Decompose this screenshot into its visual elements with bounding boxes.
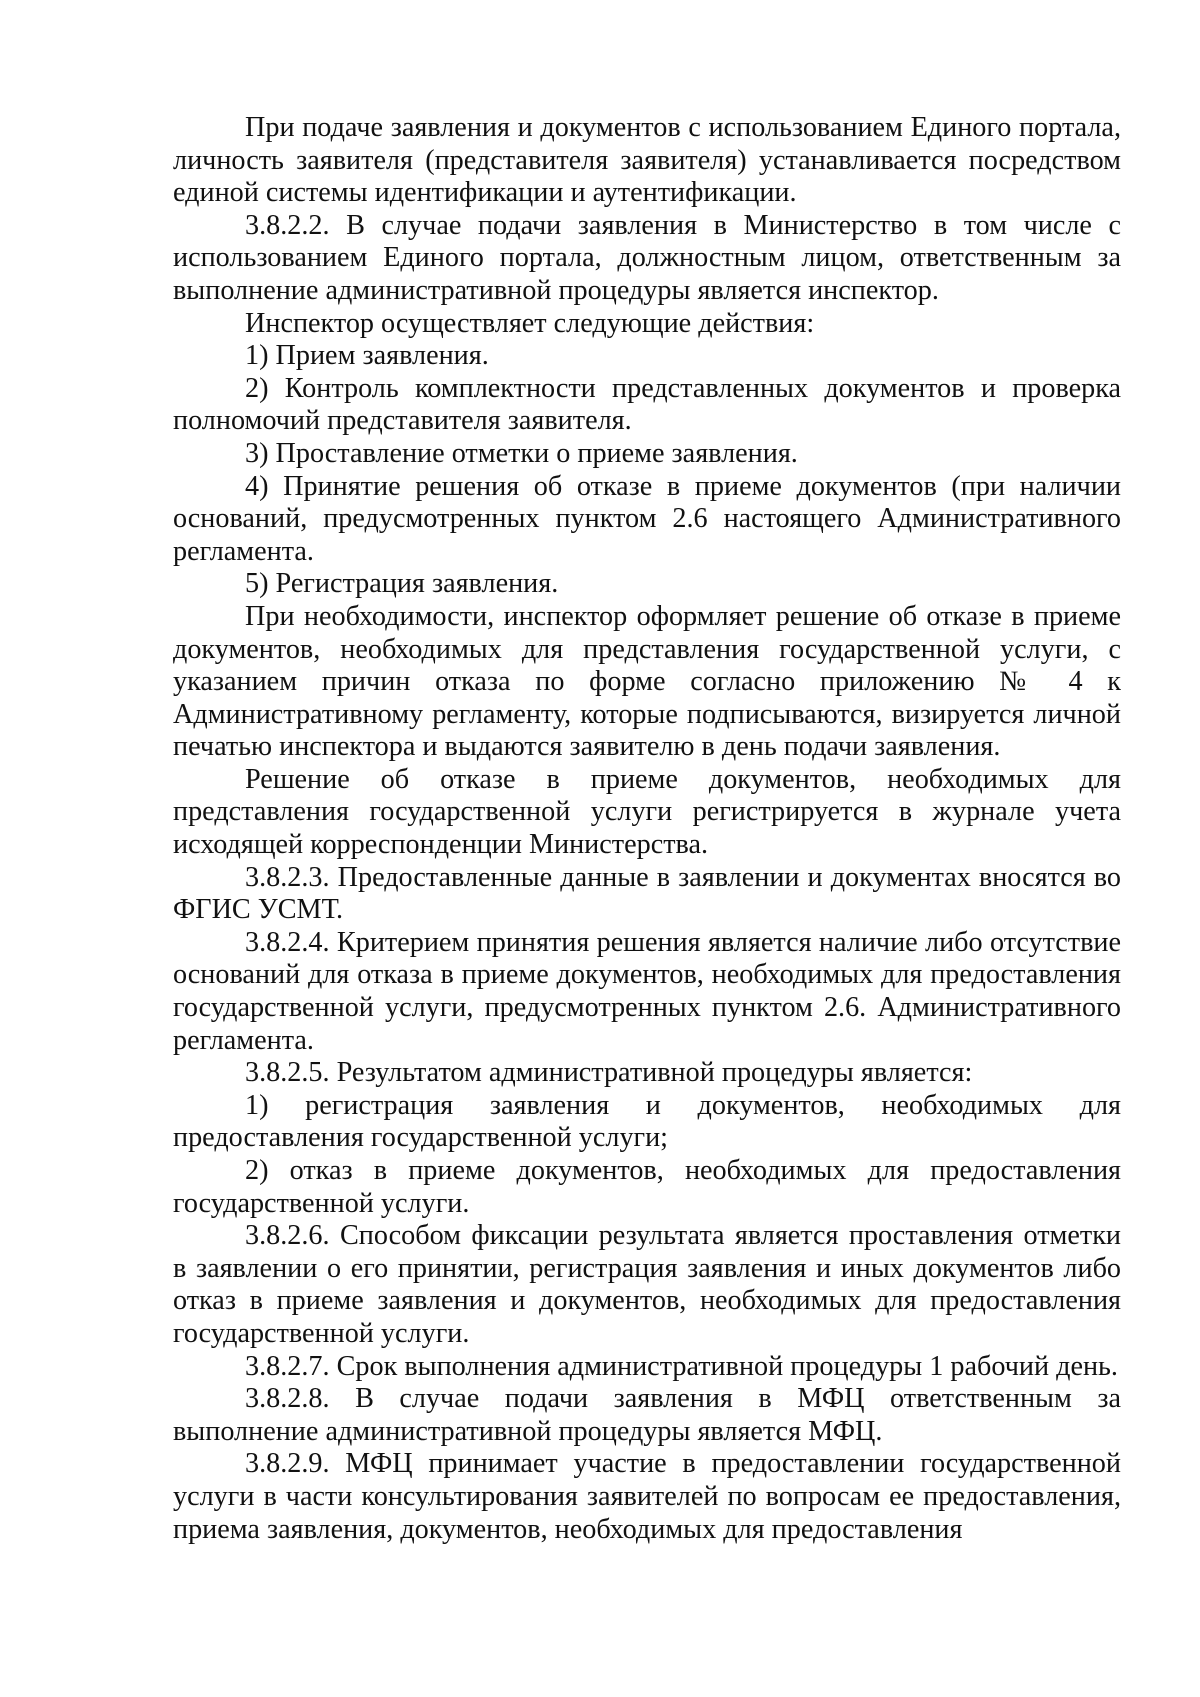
paragraph-inspector-actions: Инспектор осуществляет следующие действия: (245, 307, 815, 339)
list-item-5: 5) Регистрация заявления. (245, 568, 559, 600)
list-item-2: 2) Контроль комплектности представленных документов и проверка полномочий представителя заявителя. (173, 372, 1121, 437)
paragraph-refusal-decision: При необходимости, инспектор оформляет решение об отказе в приеме документов, необходимых для представления государственной услуги, с указанием причин отказа по форме согласно приложению № 4 к Административному регламенту, которые подписываются, визируется личной печатью инспектора и выдаются заявителю в день подачи заявления. (173, 600, 1121, 763)
paragraph-portal-identification: При подаче заявления и документов с использованием Единого портала, личность заявителя (представителя заявителя) устанавливается посредством единой системы идентификации и аутентификации. (173, 112, 1121, 209)
result-item-1: 1) регистрация заявления и документов, необходимых для предоставления государственной услуги; (173, 1089, 1121, 1154)
paragraph-3-8-2-3: 3.8.2.3. Предоставленные данные в заявлении и документах вносятся во ФГИС УСМТ. (173, 861, 1121, 926)
paragraph-3-8-2-5: 3.8.2.5. Результатом административной процедуры является: (245, 1057, 973, 1089)
paragraph-3-8-2-9: 3.8.2.9. МФЦ принимает участие в предоставлении государственной услуги в части консультирования заявителей по вопросам ее предоставления, приема заявления, документов, необходимых для предоставления (173, 1448, 1121, 1545)
result-item-2: 2) отказ в приеме документов, необходимых для предоставления государственной услуги. (173, 1155, 1121, 1219)
list-item-3: 3) Проставление отметки о приеме заявления. (245, 437, 798, 469)
document-page (173, 112, 1121, 1546)
paragraph-3-8-2-6: 3.8.2.6. Способом фиксации результата является проставления отметки в заявлении о его принятии, регистрация заявления и иных документов либо отказ в приеме заявления и документов, необходимых для предоставления государственной услуги. (173, 1220, 1121, 1349)
paragraph-3-8-2-4: 3.8.2.4. Критерием принятия решения является наличие либо отсутствие оснований для отказа в приеме документов, необходимых для предоставления государственной услуги, предусмотренных пунктом 2.6. Административного регламента. (173, 926, 1121, 1056)
paragraph-refusal-registration: Решение об отказе в приеме документов, необходимых для представления государственной услуги регистрируется в журнале учета исходящей корреспонденции Министерства. (173, 763, 1121, 861)
list-item-4: 4) Принятие решения об отказе в приеме документов (при наличии оснований, предусмотренных пунктом 2.6 настоящего Административного регламента. (173, 470, 1121, 567)
paragraph-3-8-2-7: 3.8.2.7. Срок выполнения административной процедуры 1 рабочий день. (245, 1350, 1118, 1382)
paragraph-3-8-2-2: 3.8.2.2. В случае подачи заявления в Министерство в том числе с использованием Единого портала, должностным лицом, ответственным за выполнение административной процедуры является инспектор. (173, 209, 1121, 306)
paragraph-3-8-2-8: 3.8.2.8. В случае подачи заявления в МФЦ ответственным за выполнение административной процедуры является МФЦ. (173, 1383, 1121, 1447)
list-item-1: 1) Прием заявления. (245, 340, 489, 372)
